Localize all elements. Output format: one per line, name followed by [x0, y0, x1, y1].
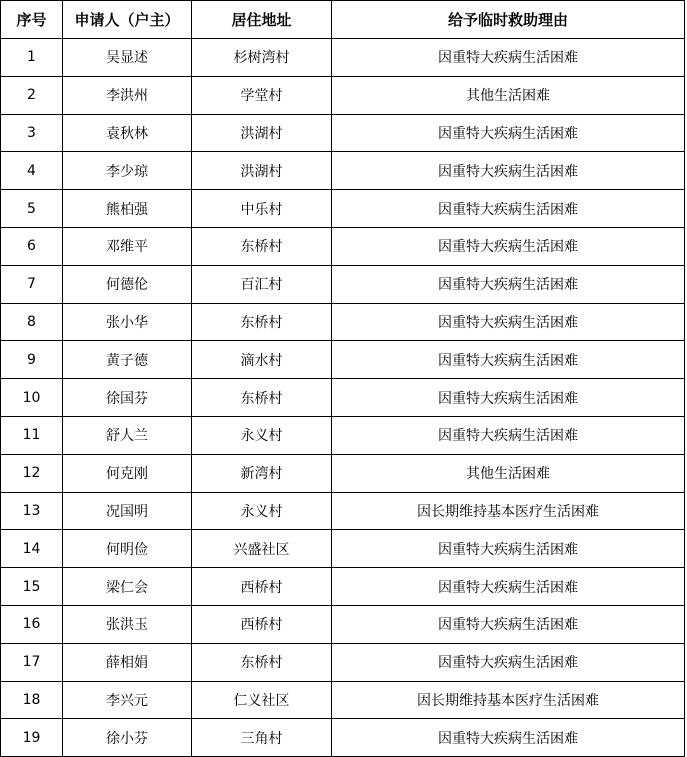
cell-address: 三角村: [192, 719, 332, 757]
cell-applicant: 薛相娟: [63, 643, 192, 681]
cell-no: 17: [1, 643, 63, 681]
cell-no: 13: [1, 492, 63, 530]
cell-no: 9: [1, 341, 63, 379]
cell-applicant: 梁仁会: [63, 568, 192, 606]
cell-applicant: 张小华: [63, 303, 192, 341]
table-row: [1, 719, 685, 757]
cell-reason: 其他生活困难: [332, 76, 685, 114]
cell-applicant: 徐国芬: [63, 379, 192, 417]
cell-applicant: 徐小芬: [63, 719, 192, 757]
cell-applicant: 袁秋林: [63, 114, 192, 152]
table-row: [1, 454, 685, 492]
cell-reason: 因重特大疾病生活困难: [332, 265, 685, 303]
cell-address: 学堂村: [192, 76, 332, 114]
cell-no: 5: [1, 190, 63, 228]
cell-address: 兴盛社区: [192, 530, 332, 568]
cell-reason: 因重特大疾病生活困难: [332, 114, 685, 152]
cell-applicant: 何德伦: [63, 265, 192, 303]
cell-reason: 其他生活困难: [332, 454, 685, 492]
cell-address: 洪湖村: [192, 152, 332, 190]
table-row: [1, 303, 685, 341]
table-header: [1, 1, 685, 39]
cell-address: 仁义社区: [192, 681, 332, 719]
cell-address: 西桥村: [192, 568, 332, 606]
cell-reason: 因重特大疾病生活困难: [332, 341, 685, 379]
cell-applicant: 熊柏强: [63, 190, 192, 228]
cell-no: 16: [1, 605, 63, 643]
table-row: [1, 568, 685, 606]
header-row: [1, 1, 685, 39]
cell-no: 6: [1, 227, 63, 265]
table-row: [1, 341, 685, 379]
cell-reason: 因重特大疾病生活困难: [332, 152, 685, 190]
cell-reason: 因重特大疾病生活困难: [332, 39, 685, 77]
cell-address: 东桥村: [192, 227, 332, 265]
table-row: [1, 39, 685, 77]
table-row: [1, 681, 685, 719]
cell-reason: 因重特大疾病生活困难: [332, 643, 685, 681]
cell-applicant: 黄子德: [63, 341, 192, 379]
table-row: [1, 190, 685, 228]
header-no: 序号: [1, 1, 63, 39]
cell-no: 15: [1, 568, 63, 606]
header-applicant: 申请人（户主）: [63, 1, 192, 39]
table-body: [1, 39, 685, 757]
cell-no: 1: [1, 39, 63, 77]
cell-address: 新湾村: [192, 454, 332, 492]
cell-address: 百汇村: [192, 265, 332, 303]
cell-reason: 因重特大疾病生活困难: [332, 190, 685, 228]
table-row: [1, 265, 685, 303]
cell-address: 东桥村: [192, 643, 332, 681]
cell-address: 东桥村: [192, 379, 332, 417]
cell-no: 14: [1, 530, 63, 568]
cell-no: 11: [1, 416, 63, 454]
cell-address: 西桥村: [192, 605, 332, 643]
cell-reason: 因重特大疾病生活困难: [332, 605, 685, 643]
table-row: [1, 227, 685, 265]
cell-applicant: 何克刚: [63, 454, 192, 492]
cell-no: 10: [1, 379, 63, 417]
cell-no: 8: [1, 303, 63, 341]
cell-no: 4: [1, 152, 63, 190]
cell-no: 19: [1, 719, 63, 757]
cell-address: 永义村: [192, 492, 332, 530]
cell-no: 2: [1, 76, 63, 114]
table-row: [1, 605, 685, 643]
cell-no: 18: [1, 681, 63, 719]
header-address: 居住地址: [192, 1, 332, 39]
table-row: [1, 152, 685, 190]
cell-reason: 因重特大疾病生活困难: [332, 416, 685, 454]
cell-address: 滴水村: [192, 341, 332, 379]
table-row: [1, 379, 685, 417]
cell-address: 东桥村: [192, 303, 332, 341]
cell-reason: 因重特大疾病生活困难: [332, 530, 685, 568]
cell-address: 中乐村: [192, 190, 332, 228]
cell-applicant: 李少琼: [63, 152, 192, 190]
cell-no: 7: [1, 265, 63, 303]
cell-reason: 因重特大疾病生活困难: [332, 227, 685, 265]
cell-applicant: 李兴元: [63, 681, 192, 719]
cell-reason: 因重特大疾病生活困难: [332, 379, 685, 417]
cell-address: 杉树湾村: [192, 39, 332, 77]
cell-reason: 因长期维持基本医疗生活困难: [332, 492, 685, 530]
cell-applicant: 舒人兰: [63, 416, 192, 454]
cell-applicant: 邓维平: [63, 227, 192, 265]
table-row: [1, 643, 685, 681]
cell-applicant: 况国明: [63, 492, 192, 530]
cell-applicant: 吴显述: [63, 39, 192, 77]
header-reason: 给予临时救助理由: [332, 1, 685, 39]
cell-applicant: 何明俭: [63, 530, 192, 568]
cell-applicant: 李洪州: [63, 76, 192, 114]
cell-no: 12: [1, 454, 63, 492]
cell-address: 洪湖村: [192, 114, 332, 152]
cell-reason: 因重特大疾病生活困难: [332, 719, 685, 757]
cell-reason: 因重特大疾病生活困难: [332, 568, 685, 606]
cell-reason: 因长期维持基本医疗生活困难: [332, 681, 685, 719]
cell-address: 永义村: [192, 416, 332, 454]
table-row: [1, 492, 685, 530]
table-row: [1, 76, 685, 114]
table-row: [1, 530, 685, 568]
table-row: [1, 416, 685, 454]
cell-reason: 因重特大疾病生活困难: [332, 303, 685, 341]
cell-applicant: 张洪玉: [63, 605, 192, 643]
table-row: [1, 114, 685, 152]
cell-no: 3: [1, 114, 63, 152]
